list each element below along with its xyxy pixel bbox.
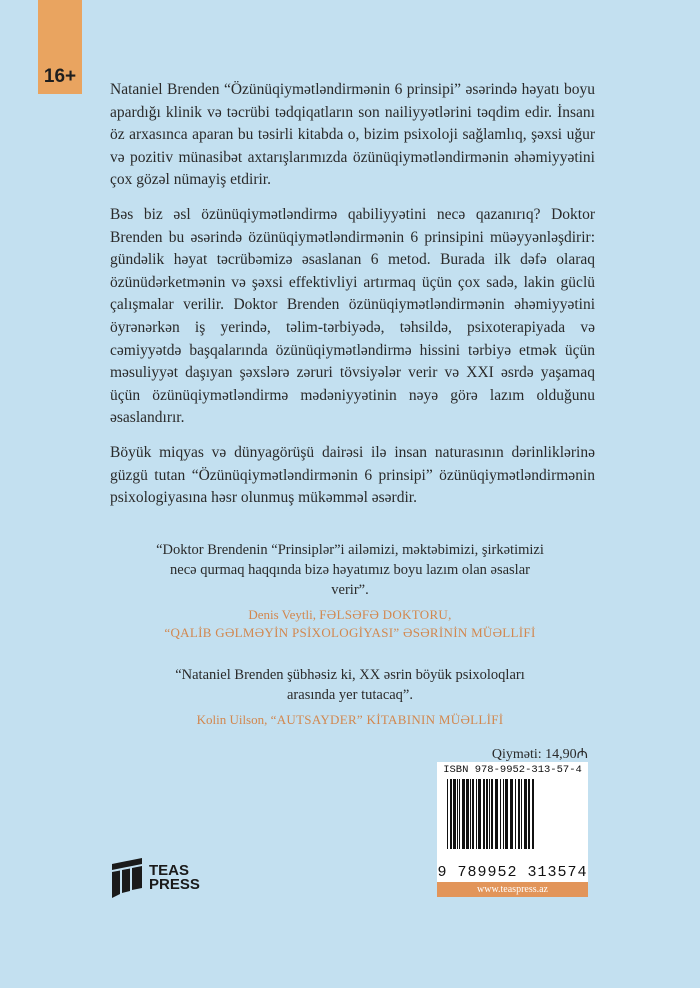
barcode-bar <box>483 779 485 849</box>
barcode-icon <box>443 779 582 849</box>
publisher-website: www.teaspress.az <box>437 882 588 897</box>
age-rating-label: 16+ <box>43 66 77 87</box>
barcode-bar <box>491 779 493 849</box>
teas-press-logo-icon <box>110 858 144 898</box>
age-rating-badge <box>38 0 82 94</box>
barcode-bar <box>532 779 534 849</box>
price-label: Qiyməti: 14,90₼ <box>491 747 588 762</box>
barcode-bar <box>518 779 520 849</box>
barcode-bar <box>450 779 452 849</box>
book-description <box>110 79 595 522</box>
quote-text: “Doktor Brendenin “Prinsiplər”i ailəmizi, məktəbimizi, şirkətimizi necə qurmaq haqqında bizə həyatımız boyu lazım olan əsaslar verir”. <box>156 542 544 598</box>
barcode-bar <box>466 779 469 849</box>
barcode-bar <box>495 779 498 849</box>
barcode-bar <box>457 779 458 849</box>
barcode-digits: 9 789952 313574 <box>437 864 588 881</box>
description-paragraph: Bəs biz əsl özünüqiymətləndirmə qabiliyyətini necə qazanırıq? Doktor Brenden bu əsərində özünüqiymətləndirmənin 6 prinsipini müəyyənləşdirir: gündəlik həyat təcrübəmizə əsaslanan 6 metod. Burada ilk dəfə olaraq özünüdərketmənin və şəxsi effektivliyi artırmaq üçün çox sadə, lakin güclü çalışmalar verilir. Doktor Brenden özünüqiymətləndirmənin əhəmiyyətini öyrənərkən iş yerində, təlim-tərbiyədə, təhsildə, psixoterapiyada və cəmiyyətdə başqalarında özünüqiymətləndirmə hissini tərbiyə etmək üçün məsuliyyət daşıyan şəxslərə zəruri tövsiyələr verir və XXI əsrdə yaşamaq üçün özünüqiymətləndirmə mədəniyyətinin nəyə görə lazım olduğunu əsaslandırır. <box>110 205 595 427</box>
quote-credential: FƏLSƏFƏ DOKTORU, <box>319 607 452 622</box>
barcode-bar <box>503 779 504 849</box>
barcode-bar <box>521 779 522 849</box>
barcode-bar <box>470 779 471 849</box>
barcode-bar <box>489 779 490 849</box>
quote-source: “QALİB GƏLMƏYİN PSİXOLOGİYASI” ƏSƏRİNİN MÜƏLLİFİ <box>164 625 536 640</box>
barcode-bar <box>478 779 481 849</box>
barcode-bar <box>528 779 530 849</box>
quote-attribution <box>150 606 550 642</box>
barcode-bar <box>472 779 474 849</box>
quote-text: “Nataniel Brenden şübhəsiz ki, XX əsrin böyük psixoloqları arasında yer tutacaq”. <box>175 667 525 703</box>
barcode-bar <box>510 779 513 849</box>
testimonial-quote <box>150 540 550 642</box>
barcode-bar <box>447 779 448 849</box>
quote-source: “AUTSAYDER” KİTABININ MÜƏLLİFİ <box>270 712 504 727</box>
barcode-bar <box>462 779 465 849</box>
publisher-name <box>149 864 200 892</box>
isbn-barcode <box>437 762 588 882</box>
quote-author: Denis Veytli, <box>248 607 316 622</box>
barcode-bar <box>476 779 477 849</box>
barcode-bar <box>486 779 488 849</box>
barcode-bar <box>459 779 460 849</box>
publisher-name-line: PRESS <box>149 876 200 893</box>
barcode-bar <box>500 779 501 849</box>
testimonial-quote <box>150 665 550 729</box>
isbn-number: ISBN 978-9952-313-57-4 <box>443 764 582 776</box>
description-paragraph: Nataniel Brenden “Özünüqiymətləndirmənin 6 prinsipi” əsərində həyatı boyu apardığı klinik və təcrübi tədqiqatların son nailiyyətlərini təqdim edir. İnsanı öz arxasınca aparan bu təsirli kitabda o, bizim psixoloji sağlamlıq, şəxsi uğur və pozitiv münasibət axtarışlarımızda özünüqiymətləndirmənin əhəmiyyətini çox gözəl nümayiş etdirir. <box>110 81 595 189</box>
description-paragraph: Böyük miqyas və dünyagörüşü dairəsi ilə insan naturasının dərinliklərinə güzgü tutan “Özünüqiymətləndirmənin 6 prinsipi” özünüqiymətləndirmənin psixologiyasına həsr olunmuş mükəmməl əsərdir. <box>110 443 595 507</box>
barcode-bar <box>515 779 516 849</box>
publisher-name-line: TEAS <box>149 862 190 879</box>
barcode-bar <box>453 779 456 849</box>
quote-attribution <box>150 711 550 729</box>
quote-author: Kolin Uilson, <box>196 712 268 727</box>
barcode-bar <box>524 779 527 849</box>
barcode-bar <box>505 779 508 849</box>
publisher-logo <box>110 856 200 900</box>
